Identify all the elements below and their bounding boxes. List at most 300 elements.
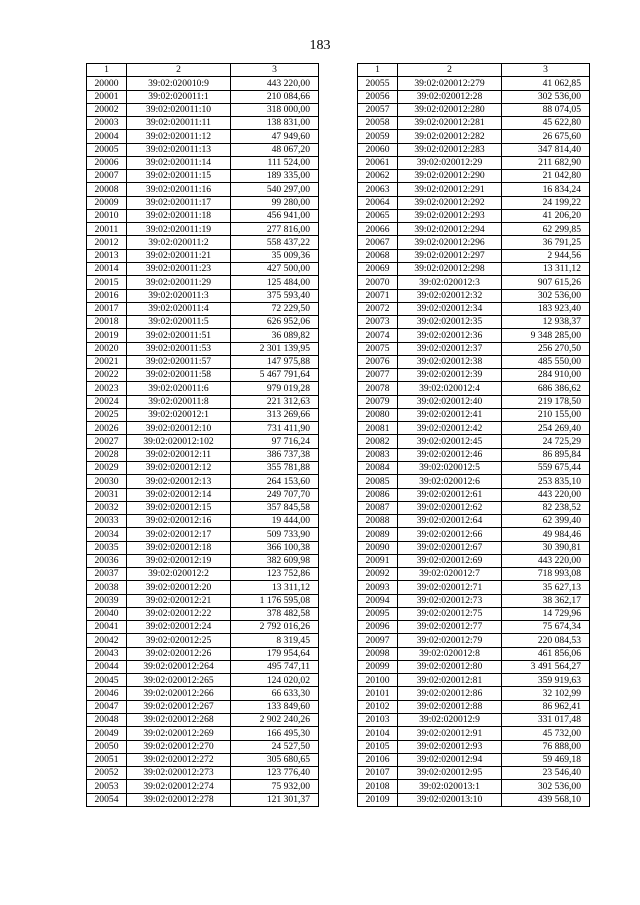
row-number: 20037	[87, 568, 127, 581]
cadastral-number: 39:02:020012:91	[398, 727, 502, 740]
cadastral-value: 253 835,10	[502, 475, 590, 488]
cadastral-number: 39:02:020012:282	[398, 130, 502, 143]
table-row	[87, 621, 319, 634]
cadastral-value: 147 975,88	[231, 355, 319, 368]
cadastral-value: 386 737,38	[231, 448, 319, 461]
cadastral-value: 427 500,00	[231, 262, 319, 275]
row-number: 20024	[87, 395, 127, 408]
table-row	[87, 422, 319, 435]
cadastral-number: 39:02:020012:11	[127, 448, 231, 461]
column-header: 1	[87, 64, 127, 77]
cadastral-value: 264 153,60	[231, 475, 319, 488]
register-table-right	[357, 63, 590, 807]
table-row	[358, 501, 590, 514]
cadastral-value: 443 220,00	[502, 554, 590, 567]
column-header: 2	[127, 64, 231, 77]
row-number: 20038	[87, 581, 127, 594]
cadastral-value: 82 238,52	[502, 501, 590, 514]
cadastral-value: 366 100,38	[231, 541, 319, 554]
row-number: 20003	[87, 117, 127, 130]
cadastral-value: 12 938,37	[502, 316, 590, 329]
cadastral-number: 39:02:020012:95	[398, 767, 502, 780]
cadastral-number: 39:02:020012:61	[398, 488, 502, 501]
cadastral-value: 378 482,58	[231, 607, 319, 620]
cadastral-number: 39:02:020012:21	[127, 594, 231, 607]
table-row	[358, 276, 590, 289]
table-row	[358, 727, 590, 740]
cadastral-value: 347 814,40	[502, 143, 590, 156]
cadastral-value: 72 229,50	[231, 302, 319, 315]
row-number: 20050	[87, 740, 127, 753]
table-row	[358, 143, 590, 156]
row-number: 20064	[358, 196, 398, 209]
table-row	[358, 103, 590, 116]
table-row	[358, 183, 590, 196]
cadastral-value: 32 102,99	[502, 687, 590, 700]
table-row	[358, 262, 590, 275]
cadastral-number: 39:02:020011:19	[127, 223, 231, 236]
row-number: 20055	[358, 77, 398, 90]
cadastral-number: 39:02:020012:46	[398, 448, 502, 461]
page-number: 183	[309, 38, 331, 53]
table-row	[358, 130, 590, 143]
cadastral-value: 456 941,00	[231, 209, 319, 222]
table-header-row	[358, 64, 590, 77]
cadastral-number: 39:02:020012:28	[398, 90, 502, 103]
cadastral-value: 123 776,40	[231, 767, 319, 780]
cadastral-value: 540 297,00	[231, 183, 319, 196]
cadastral-value: 443 220,00	[502, 488, 590, 501]
cadastral-number: 39:02:020012:15	[127, 501, 231, 514]
cadastral-value: 277 816,00	[231, 223, 319, 236]
row-number: 20016	[87, 289, 127, 302]
table-row	[87, 767, 319, 780]
row-number: 20061	[358, 156, 398, 169]
table-row	[358, 422, 590, 435]
cadastral-number: 39:02:020012:24	[127, 621, 231, 634]
cadastral-value: 305 680,65	[231, 753, 319, 766]
table-row	[358, 767, 590, 780]
cadastral-value: 718 993,08	[502, 568, 590, 581]
table-row	[358, 475, 590, 488]
cadastral-value: 13 311,12	[502, 262, 590, 275]
row-number: 20033	[87, 515, 127, 528]
cadastral-value: 111 524,00	[231, 156, 319, 169]
row-number: 20101	[358, 687, 398, 700]
cadastral-number: 39:02:020012:266	[127, 687, 231, 700]
row-number: 20027	[87, 435, 127, 448]
column-header: 3	[502, 64, 590, 77]
row-number: 20041	[87, 621, 127, 634]
table-row	[87, 475, 319, 488]
table-row	[358, 594, 590, 607]
row-number: 20000	[87, 77, 127, 90]
row-number: 20025	[87, 408, 127, 421]
cadastral-value: 76 888,00	[502, 740, 590, 753]
row-number: 20070	[358, 276, 398, 289]
cadastral-number: 39:02:020011:14	[127, 156, 231, 169]
cadastral-value: 461 856,06	[502, 647, 590, 660]
table-row	[358, 355, 590, 368]
row-number: 20078	[358, 382, 398, 395]
cadastral-number: 39:02:020012:268	[127, 714, 231, 727]
table-row	[358, 634, 590, 647]
table-row	[87, 236, 319, 249]
cadastral-number: 39:02:020011:51	[127, 329, 231, 342]
table-row	[358, 223, 590, 236]
row-number: 20065	[358, 209, 398, 222]
cadastral-value: 302 536,00	[502, 289, 590, 302]
cadastral-number: 39:02:020012:296	[398, 236, 502, 249]
table-row	[358, 77, 590, 90]
row-number: 20059	[358, 130, 398, 143]
cadastral-number: 39:02:020011:6	[127, 382, 231, 395]
row-number: 20072	[358, 302, 398, 315]
row-number: 20098	[358, 647, 398, 660]
cadastral-value: 13 311,12	[231, 581, 319, 594]
table-row	[87, 342, 319, 355]
cadastral-number: 39:02:020011:15	[127, 170, 231, 183]
row-number: 20053	[87, 780, 127, 793]
cadastral-value: 86 962,41	[502, 700, 590, 713]
table-row	[87, 90, 319, 103]
cadastral-number: 39:02:020011:4	[127, 302, 231, 315]
row-number: 20096	[358, 621, 398, 634]
row-number: 20066	[358, 223, 398, 236]
table-row	[358, 568, 590, 581]
table-row	[358, 581, 590, 594]
cadastral-value: 45 732,00	[502, 727, 590, 740]
cadastral-number: 39:02:020012:280	[398, 103, 502, 116]
row-number: 20022	[87, 369, 127, 382]
cadastral-value: 21 042,80	[502, 170, 590, 183]
cadastral-number: 39:02:020011:8	[127, 395, 231, 408]
cadastral-number: 39:02:020012:292	[398, 196, 502, 209]
cadastral-number: 39:02:020012:279	[398, 77, 502, 90]
cadastral-value: 313 269,66	[231, 408, 319, 421]
table-row	[358, 647, 590, 660]
row-number: 20076	[358, 355, 398, 368]
table-row	[87, 329, 319, 342]
table-row	[87, 528, 319, 541]
row-number: 20085	[358, 475, 398, 488]
row-number: 20107	[358, 767, 398, 780]
table-row	[87, 103, 319, 116]
cadastral-number: 39:02:020012:102	[127, 435, 231, 448]
table-row	[87, 209, 319, 222]
table-row	[87, 143, 319, 156]
row-number: 20014	[87, 262, 127, 275]
table-row	[358, 342, 590, 355]
row-number: 20090	[358, 541, 398, 554]
table-row	[87, 740, 319, 753]
row-number: 20097	[358, 634, 398, 647]
cadastral-number: 39:02:020012:93	[398, 740, 502, 753]
row-number: 20069	[358, 262, 398, 275]
cadastral-number: 39:02:020012:19	[127, 554, 231, 567]
cadastral-value: 443 220,00	[231, 77, 319, 90]
cadastral-number: 39:02:020012:32	[398, 289, 502, 302]
cadastral-number: 39:02:020012:291	[398, 183, 502, 196]
cadastral-value: 179 954,64	[231, 647, 319, 660]
table-row	[358, 554, 590, 567]
cadastral-value: 284 910,00	[502, 369, 590, 382]
table-row	[358, 607, 590, 620]
cadastral-value: 1 176 595,08	[231, 594, 319, 607]
cadastral-value: 30 390,81	[502, 541, 590, 554]
table-row	[358, 236, 590, 249]
table-row	[87, 753, 319, 766]
row-number: 20009	[87, 196, 127, 209]
table-row	[87, 156, 319, 169]
cadastral-number: 39:02:020012:274	[127, 780, 231, 793]
row-number: 20018	[87, 316, 127, 329]
row-number: 20094	[358, 594, 398, 607]
cadastral-number: 39:02:020012:88	[398, 700, 502, 713]
table-row	[358, 90, 590, 103]
cadastral-number: 39:02:020012:38	[398, 355, 502, 368]
row-number: 20012	[87, 236, 127, 249]
row-number: 20100	[358, 674, 398, 687]
table-row	[358, 621, 590, 634]
table-row	[87, 408, 319, 421]
table-row	[358, 382, 590, 395]
cadastral-value: 210 155,00	[502, 408, 590, 421]
table-row	[87, 196, 319, 209]
cadastral-value: 495 747,11	[231, 660, 319, 673]
row-number: 20105	[358, 740, 398, 753]
row-number: 20087	[358, 501, 398, 514]
row-number: 20026	[87, 422, 127, 435]
table-row	[358, 461, 590, 474]
cadastral-number: 39:02:020012:66	[398, 528, 502, 541]
table-row	[87, 435, 319, 448]
cadastral-value: 357 845,58	[231, 501, 319, 514]
table-row	[87, 448, 319, 461]
table-row	[87, 700, 319, 713]
cadastral-value: 355 781,88	[231, 461, 319, 474]
row-number: 20023	[87, 382, 127, 395]
cadastral-value: 686 386,62	[502, 382, 590, 395]
row-number: 20015	[87, 276, 127, 289]
cadastral-number: 39:02:020012:273	[127, 767, 231, 780]
row-number: 20007	[87, 170, 127, 183]
cadastral-number: 39:02:020012:22	[127, 607, 231, 620]
cadastral-number: 39:02:020012:81	[398, 674, 502, 687]
cadastral-number: 39:02:020011:18	[127, 209, 231, 222]
table-row	[358, 528, 590, 541]
table-row	[87, 793, 319, 806]
row-number: 20099	[358, 660, 398, 673]
table-row	[358, 541, 590, 554]
cadastral-value: 88 074,05	[502, 103, 590, 116]
row-number: 20074	[358, 329, 398, 342]
row-number: 20060	[358, 143, 398, 156]
row-number: 20080	[358, 408, 398, 421]
cadastral-number: 39:02:020012:39	[398, 369, 502, 382]
cadastral-number: 39:02:020012:293	[398, 209, 502, 222]
row-number: 20071	[358, 289, 398, 302]
table-row	[87, 607, 319, 620]
table-row	[358, 395, 590, 408]
cadastral-value: 99 280,00	[231, 196, 319, 209]
row-number: 20067	[358, 236, 398, 249]
table-header-row	[87, 64, 319, 77]
cadastral-value: 62 299,85	[502, 223, 590, 236]
row-number: 20013	[87, 249, 127, 262]
table-row	[87, 395, 319, 408]
table-row	[87, 594, 319, 607]
cadastral-number: 39:02:020011:29	[127, 276, 231, 289]
cadastral-value: 26 675,60	[502, 130, 590, 143]
row-number: 20083	[358, 448, 398, 461]
cadastral-number: 39:02:020012:283	[398, 143, 502, 156]
cadastral-value: 38 362,17	[502, 594, 590, 607]
row-number: 20028	[87, 448, 127, 461]
table-row	[87, 262, 319, 275]
cadastral-value: 24 527,50	[231, 740, 319, 753]
table-row	[358, 249, 590, 262]
row-number: 20029	[87, 461, 127, 474]
row-number: 20006	[87, 156, 127, 169]
row-number: 20075	[358, 342, 398, 355]
row-number: 20062	[358, 170, 398, 183]
row-number: 20047	[87, 700, 127, 713]
row-number: 20089	[358, 528, 398, 541]
table-row	[87, 568, 319, 581]
table-row	[87, 77, 319, 90]
table-row	[358, 780, 590, 793]
row-number: 20057	[358, 103, 398, 116]
cadastral-number: 39:02:020012:2	[127, 568, 231, 581]
cadastral-value: 48 067,20	[231, 143, 319, 156]
table-row	[358, 316, 590, 329]
cadastral-number: 39:02:020012:42	[398, 422, 502, 435]
cadastral-value: 24 725,29	[502, 435, 590, 448]
cadastral-value: 302 536,00	[502, 90, 590, 103]
row-number: 20040	[87, 607, 127, 620]
row-number: 20021	[87, 355, 127, 368]
cadastral-value: 249 707,70	[231, 488, 319, 501]
cadastral-number: 39:02:020012:9	[398, 714, 502, 727]
cadastral-value: 382 609,98	[231, 554, 319, 567]
cadastral-number: 39:02:020011:5	[127, 316, 231, 329]
cadastral-value: 485 550,00	[502, 355, 590, 368]
table-row	[87, 634, 319, 647]
cadastral-number: 39:02:020012:20	[127, 581, 231, 594]
cadastral-value: 86 895,84	[502, 448, 590, 461]
cadastral-value: 189 335,00	[231, 170, 319, 183]
cadastral-value: 35 627,13	[502, 581, 590, 594]
row-number: 20019	[87, 329, 127, 342]
row-number: 20079	[358, 395, 398, 408]
cadastral-number: 39:02:020012:270	[127, 740, 231, 753]
cadastral-number: 39:02:020012:64	[398, 515, 502, 528]
cadastral-number: 39:02:020012:80	[398, 660, 502, 673]
table-row	[87, 581, 319, 594]
cadastral-number: 39:02:020012:40	[398, 395, 502, 408]
table-row	[87, 515, 319, 528]
cadastral-value: 979 019,28	[231, 382, 319, 395]
cadastral-number: 39:02:020012:7	[398, 568, 502, 581]
table-row	[358, 753, 590, 766]
row-number: 20048	[87, 714, 127, 727]
row-number: 20093	[358, 581, 398, 594]
row-number: 20039	[87, 594, 127, 607]
cadastral-value: 14 729,96	[502, 607, 590, 620]
table-row	[87, 249, 319, 262]
row-number: 20030	[87, 475, 127, 488]
row-number: 20035	[87, 541, 127, 554]
row-number: 20046	[87, 687, 127, 700]
row-number: 20001	[87, 90, 127, 103]
cadastral-value: 133 849,60	[231, 700, 319, 713]
cadastral-number: 39:02:020012:25	[127, 634, 231, 647]
cadastral-value: 36 089,82	[231, 329, 319, 342]
row-number: 20034	[87, 528, 127, 541]
cadastral-number: 39:02:020012:272	[127, 753, 231, 766]
cadastral-value: 23 546,40	[502, 767, 590, 780]
table-row	[358, 435, 590, 448]
cadastral-number: 39:02:020012:35	[398, 316, 502, 329]
cadastral-value: 559 675,44	[502, 461, 590, 474]
cadastral-number: 39:02:020011:16	[127, 183, 231, 196]
cadastral-value: 125 484,00	[231, 276, 319, 289]
cadastral-value: 183 923,40	[502, 302, 590, 315]
cadastral-number: 39:02:020011:23	[127, 262, 231, 275]
table-row	[87, 355, 319, 368]
cadastral-number: 39:02:020012:3	[398, 276, 502, 289]
table-row	[87, 660, 319, 673]
register-table-left	[86, 63, 319, 807]
cadastral-number: 39:02:020012:281	[398, 117, 502, 130]
cadastral-value: 626 952,06	[231, 316, 319, 329]
table-row	[87, 461, 319, 474]
cadastral-value: 2 902 240,26	[231, 714, 319, 727]
table-row	[87, 302, 319, 315]
cadastral-number: 39:02:020012:37	[398, 342, 502, 355]
column-header: 3	[231, 64, 319, 77]
cadastral-value: 121 301,37	[231, 793, 319, 806]
row-number: 20068	[358, 249, 398, 262]
cadastral-value: 59 469,18	[502, 753, 590, 766]
table-row	[358, 515, 590, 528]
cadastral-number: 39:02:020012:298	[398, 262, 502, 275]
cadastral-value: 302 536,00	[502, 780, 590, 793]
row-number: 20054	[87, 793, 127, 806]
table-row	[87, 276, 319, 289]
cadastral-value: 375 593,40	[231, 289, 319, 302]
cadastral-value: 41 206,20	[502, 209, 590, 222]
table-row	[358, 117, 590, 130]
table-row	[87, 170, 319, 183]
cadastral-number: 39:02:020012:5	[398, 461, 502, 474]
table-row	[87, 289, 319, 302]
row-number: 20091	[358, 554, 398, 567]
cadastral-number: 39:02:020012:62	[398, 501, 502, 514]
row-number: 20004	[87, 130, 127, 143]
table-row	[87, 647, 319, 660]
cadastral-value: 439 568,10	[502, 793, 590, 806]
cadastral-number: 39:02:020012:269	[127, 727, 231, 740]
row-number: 20031	[87, 488, 127, 501]
table-row	[358, 156, 590, 169]
cadastral-number: 39:02:020011:21	[127, 249, 231, 262]
cadastral-value: 731 411,90	[231, 422, 319, 435]
table-row	[358, 448, 590, 461]
row-number: 20092	[358, 568, 398, 581]
row-number: 20032	[87, 501, 127, 514]
